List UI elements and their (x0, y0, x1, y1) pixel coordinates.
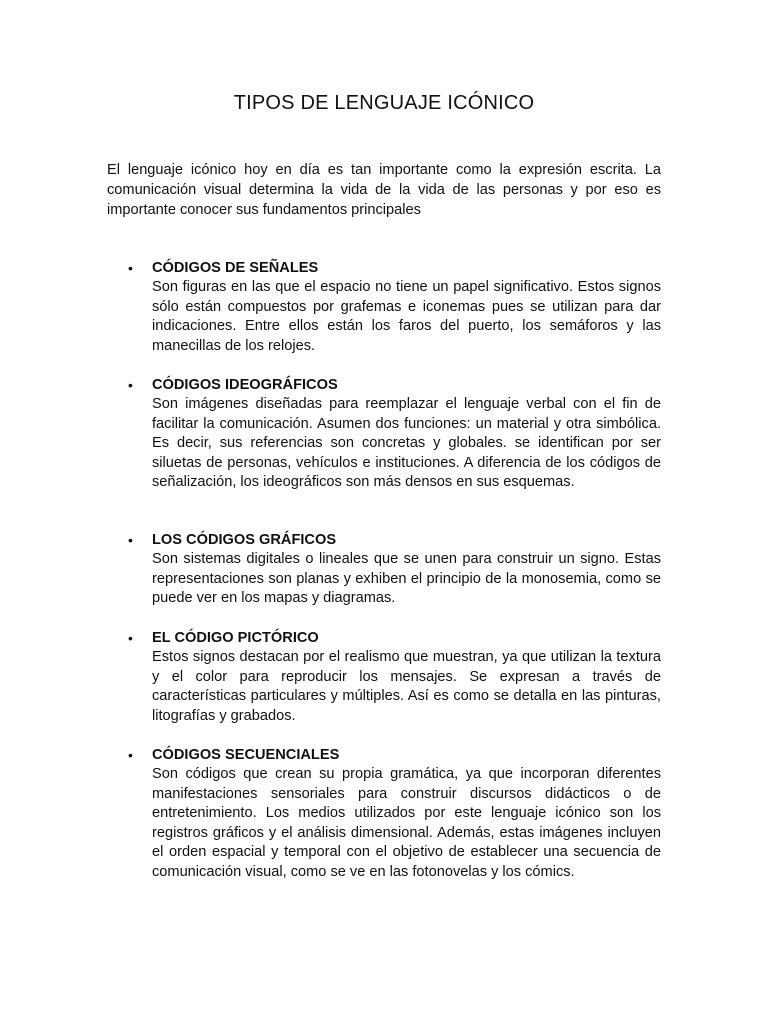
list-item-codigos-ideograficos (128, 375, 661, 493)
section-heading: CÓDIGOS IDEOGRÁFICOS (152, 377, 338, 393)
bullet-icon: • (128, 747, 133, 763)
section-body: Son códigos que crean su propia gramática, ya que incorporan diferentes manifestaciones sensoriales para construir discursos didácticos o de entretenimiento. Los medios utilizados por este lenguaje icónico son los registros gráficos y el análisis dimensional. Además, estas imágenes incluyen el orden espacial y temporal con el objetivo de establecer una secuencia de comunicación visual, como se ve en las fotonovelas y los cómics. (152, 766, 661, 880)
list-item-codigos-graficos (128, 530, 661, 609)
section-heading: EL CÓDIGO PICTÓRICO (152, 630, 319, 646)
intro-paragraph: El lenguaje icónico hoy en día es tan importante como la expresión escrita. La comunicación visual determina la vida de la vida de las personas y por eso es importante conocer sus fundamentos principales (107, 162, 661, 218)
section-body: Son sistemas digitales o lineales que se unen para construir un signo. Estas representaciones son planas y exhiben el principio de la monosemia, como se puede ver en los mapas y diagramas. (152, 551, 661, 606)
bullet-icon: • (128, 630, 133, 646)
section-body: Son imágenes diseñadas para reemplazar el lenguaje verbal con el fin de facilitar la comunicación. Asumen dos funciones: un material y otra simbólica. Es decir, sus referencias son concretas y globales. se identifican por ser siluetas de personas, vehículos e instituciones. A diferencia de los códigos de señalización, los ideográficos son más densos en sus esquemas. (152, 396, 661, 490)
section-heading: CÓDIGOS SECUENCIALES (152, 747, 340, 763)
list-item-codigo-pictorico (128, 628, 661, 726)
section-body: Estos signos destacan por el realismo que muestran, ya que utilizan la textura y el color para reproducir los mensajes. Se expresan a través de características particulares y múltiples. Así es como se detalla en las pinturas, litografías y grabados. (152, 649, 661, 724)
page-title: TIPOS DE LENGUAJE ICÓNICO (233, 92, 535, 114)
list-item-codigos-secuenciales (128, 745, 661, 882)
bullet-icon: • (128, 260, 133, 276)
section-heading: LOS CÓDIGOS GRÁFICOS (152, 532, 337, 548)
section-heading: CÓDIGOS DE SEÑALES (152, 260, 319, 276)
list-item-codigos-de-senales (128, 258, 661, 356)
bullet-icon: • (128, 532, 133, 548)
section-body: Son figuras en las que el espacio no tiene un papel significativo. Estos signos sólo están compuestos por grafemas e iconemas pues se utilizan para dar indicaciones. Entre ellos están los faros del puerto, los semáforos y las manecillas de los relojes. (152, 279, 661, 354)
bullet-icon: • (128, 377, 133, 393)
